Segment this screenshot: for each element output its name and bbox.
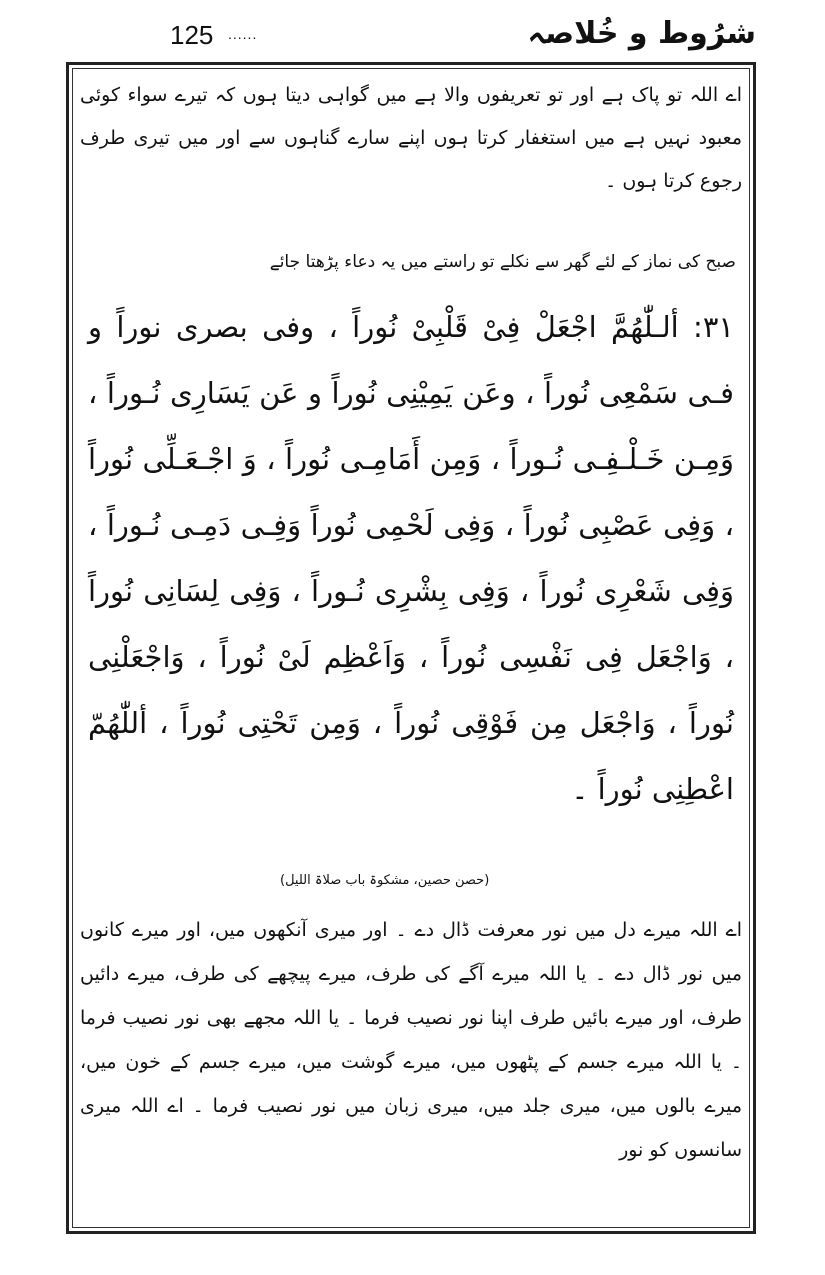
urdu-translation: اے اللہ میرے دل میں نور معرفت ڈال دے ۔ اور میری آنکھوں میں، اور میرے کانوں میں نور ڈال دے ۔ یا اللہ میرے آگے کی طرف، میرے پیچھے کی طرف، میرے دائیں طرف، اور میرے بائیں طرف اپنا نور نصیب فرما ۔ یا اللہ مجھے بھی نور نصیب فرما ۔ یا اللہ میرے جسم کے پٹھوں میں، میرے گوشت میں، میرے جسم کے خون میں، میرے بالوں میں، میری جلد میں، میری زبان میں نور نصیب فرما ۔ اے اللہ میری سانسوں کو نور (80, 919, 742, 1161)
page-content (80, 74, 742, 1208)
hadith-reference (80, 868, 742, 908)
page-number: 125 (170, 20, 214, 50)
book-title: شرُوط و خُلاصہ (527, 16, 756, 51)
page-header (70, 14, 760, 62)
urdu-paragraph-intro: اے اللہ تو پاک ہے اور تو تعریفوں والا ہے میں گواہی دیتا ہوں کہ تیرے سواء کوئی معبود نہیں ہے میں استغفار کرتا ہوں اپنے سارے گناہوں سے اور میں تیری طرف رجوع کرتا ہوں ۔ (80, 84, 742, 192)
page-number-leader: ...... (228, 26, 258, 42)
hadith-reference-text: (حصن حصین، مشکوۃ باب صلاۃ اللیل) (280, 873, 490, 888)
arabic-dua: ٣١: ألـلّٰهُمَّ اجْعَلْ فِیْ قَلْبِیْ نُوراً ، وفی بصری نوراً و فـی سَمْعِی نُوراً ، وعَن یَمِیْنِی نُوراً و عَن یَسَارِی نُـوراً ، وَمِـن خَـلْـفِـی نُـوراً ، وَمِن أَمَامِـی نُوراً ، وَ اجْـعَـلِّی نُوراً ، وَفِی عَصْبِی نُوراً ، وَفِی لَحْمِی نُوراً وَفِـی دَمِـی نُـوراً ، وَفِی شَعْرِی نُوراً ، وَفِی بِشْرِی نُـوراً ، وَفِی لِسَانِی نُوراً ، وَاجْعَل فِی نَفْسِی نُوراً ، وَاَعْظِم لَیْ نُوراً ، وَاجْعَلْنِی نُوراً ، وَاجْعَل مِن فَوْقِی نُوراً ، وَمِن تَحْتِی نُوراً ، أللّٰهُمّ اعْطِنِی نُوراً ۔ (88, 310, 734, 806)
dua-instruction: صبح کی نماز کے لئے گھر سے نکلے تو راستے میں یہ دعاء پڑھتا جائے (269, 252, 736, 272)
